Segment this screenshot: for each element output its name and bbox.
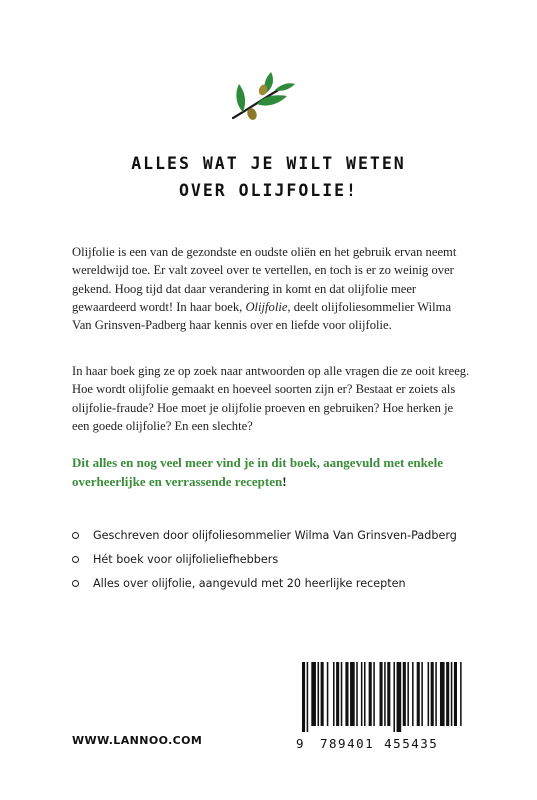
list-item-text: Geschreven door olijfoliesommelier Wilma Van Grinsven-Padberg [93,528,457,542]
headline-line-1: ALLES WAT JE WILT WETEN [131,154,406,173]
feature-list [72,523,492,595]
barcode-bar [435,662,437,726]
barcode-bar [364,662,366,726]
olive-branch-icon [227,68,297,128]
barcode-bar [307,662,309,732]
barcode-bars [300,662,464,732]
list-item [72,571,492,595]
bullet-circle-icon [72,556,79,563]
barcode-bar [454,662,457,726]
intro-p1-start: Olijfolie is een van de gezondste en oudste oliën en het gebruik ervan neemt wereldwijd toe. Er valt zoveel over te vertellen, en toch is er zo weinig over gekend. Hoog tijd dat daar verandering in komt en dat olijfolie meer gewaardeerd wordt! In haar boek, [72,245,457,314]
barcode-bar [361,662,363,726]
barcode-bar [318,662,320,726]
barcode-bar [397,662,402,732]
barcode-bar [387,662,390,726]
bullet-circle-icon [72,532,79,539]
barcode-bar [333,662,335,726]
highlight-exclamation: ! [282,474,287,489]
list-item-text: Hét boek voor olijfolieliefhebbers [93,552,279,566]
barcode-group-1: 789401 [320,736,375,751]
barcode-bar [417,662,420,726]
barcode-bar [440,662,445,726]
barcode-first-digit: 9 [296,736,304,751]
barcode-bar [336,662,339,726]
barcode-bar [302,662,305,732]
barcode-bar [380,662,383,726]
barcode-bar [421,662,423,726]
barcode [296,660,466,760]
intro-p1-end: , deelt olijfoliesommelier Wilma Van Grinsven-Padberg haar kennis over en liefde voor olijfolie. [72,299,452,333]
barcode-bar [311,662,316,726]
bullet-circle-icon [72,580,79,587]
headline [40,150,497,204]
barcode-bar [356,662,358,726]
barcode-bar [407,662,409,726]
barcode-bar [403,662,406,726]
intro-paragraph-2: In haar boek ging ze op zoek naar antwoorden op alle vragen die ze ooit kreeg. Hoe wordt olijfolie gemaakt en hoeveel soorten zijn er? Bestaat er zoiets als olijfolie-fraude? Hoe moet je olijfolie proeven en gebruiken? Hoe herken je een goede olijfolie? En een slechte? [72,364,470,433]
book-title-italic: Olijfolie [245,299,288,314]
highlight-statement [72,453,472,491]
barcode-group-2: 455435 [384,736,439,751]
headline-line-2: OVER OLIJFOLIE! [178,181,358,200]
barcode-bar [431,662,434,726]
barcode-bar [446,662,449,726]
barcode-bar [341,662,343,726]
highlight-text: Dit alles en nog veel meer vind je in dit boek, aangevuld met enkele overheerlijke en verrassende recepten [72,455,443,489]
list-item-text: Alles over olijfolie, aangevuld met 20 heerlijke recepten [93,576,406,590]
list-item [72,547,492,571]
barcode-digits [296,736,466,751]
barcode-bar [321,662,324,726]
barcode-bar [428,662,430,726]
barcode-bar [393,662,395,732]
barcode-bar [412,662,414,726]
list-item [72,523,492,547]
barcode-bar [350,662,355,726]
barcode-bar [373,662,375,726]
barcode-bar [384,662,386,726]
barcode-bar [369,662,372,726]
barcode-bar [345,662,348,726]
intro-paragraph-1 [72,243,472,334]
barcode-bar [460,662,462,726]
publisher-url[interactable]: WWW.LANNOO.COM [72,734,203,747]
barcode-bar [451,662,453,726]
barcode-bar [327,662,329,726]
